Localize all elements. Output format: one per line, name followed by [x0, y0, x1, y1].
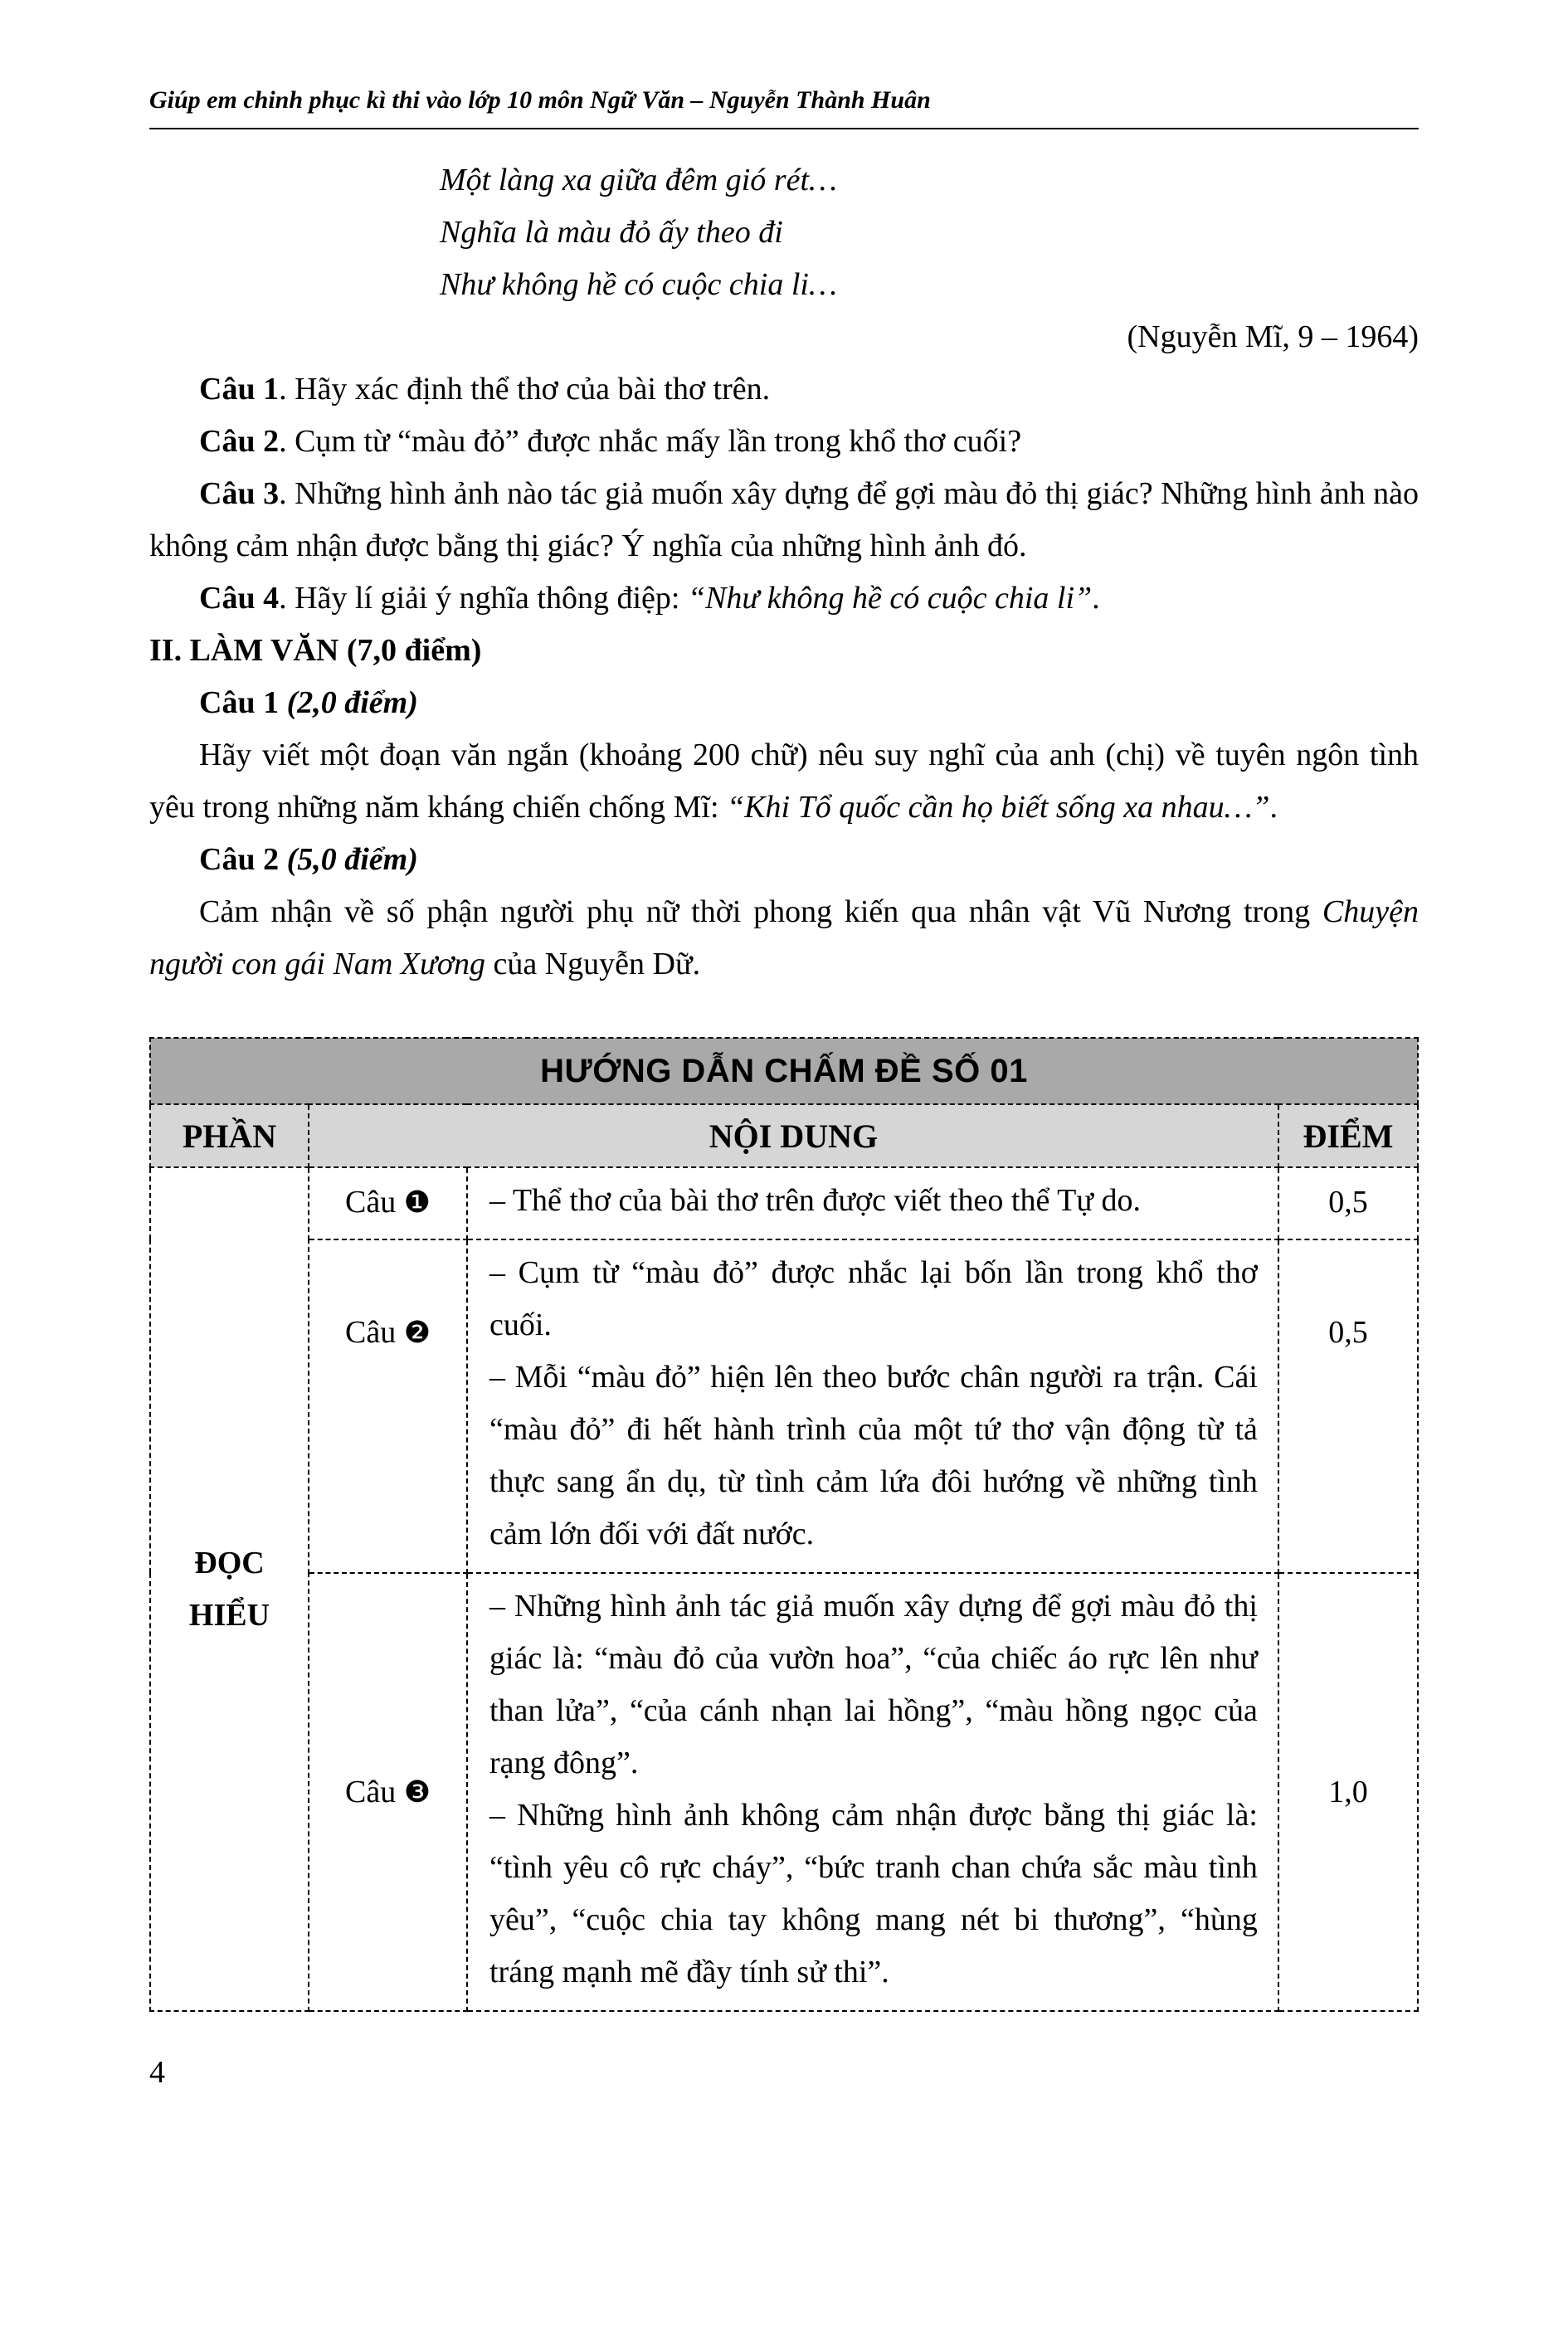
question-cell-2	[309, 1239, 467, 1573]
rubric-title: HƯỚNG DẪN CHẤM ĐỀ SỐ 01	[150, 1038, 1418, 1104]
circled-one-icon: ❶	[403, 1186, 431, 1220]
document-header	[149, 83, 1419, 129]
question-4-label: Câu 4	[199, 581, 280, 616]
header-title: Giúp em chinh phục kì thi vào lớp 10 môn Ngữ Văn – Nguyễn Thành Huân	[149, 86, 931, 114]
poem-line-1: Một làng xa giữa đêm gió rét…	[440, 163, 837, 197]
writing-q1-body-period: .	[1269, 790, 1278, 825]
writing-section-heading-text: II. LÀM VĂN (7,0 điểm)	[149, 633, 482, 668]
writing-q2-body-end: của Nguyễn Dữ.	[485, 947, 701, 981]
column-header-part: PHẦN	[150, 1104, 309, 1167]
writing-q1-label: Câu 1	[199, 685, 287, 720]
answer-2-paragraph-2: – Mỗi “màu đỏ” hiện lên theo bước chân người ra trận. Cái “màu đỏ” đi hết hành trình của một tứ thơ vận động từ tả thực sang ẩn dụ, từ tình cảm lứa đôi hướng về những tình cảm lớn đối với đất nước.	[489, 1360, 1258, 1551]
question-1-text: . Hãy xác định thể thơ của bài thơ trên.	[279, 372, 771, 407]
writing-section-heading	[149, 625, 1419, 677]
page-number: 4	[149, 2055, 165, 2090]
question-cell-2-label: Câu	[345, 1315, 404, 1350]
writing-question-2-body	[149, 886, 1419, 991]
circled-two-icon: ❷	[403, 1316, 431, 1350]
rubric-row-2	[150, 1239, 1418, 1573]
grading-rubric-table	[149, 1037, 1419, 2012]
rubric-title-row	[150, 1038, 1418, 1104]
rubric-header-row	[150, 1104, 1418, 1167]
rubric-row-3	[150, 1573, 1418, 2011]
reading-question-4	[149, 572, 1419, 625]
question-2-label: Câu 2	[199, 424, 280, 459]
question-4-quote: “Như không hề có cuộc chia li”	[687, 581, 1093, 616]
answer-cell-1	[467, 1167, 1278, 1239]
reading-question-3	[149, 468, 1419, 572]
writing-q1-body-text: Hãy viết một đoạn văn ngắn (khoảng 200 chữ) nêu suy nghĩ của anh (chị) về tuyên ngôn tình yêu trong những năm kháng chiến chống Mĩ:	[149, 738, 1419, 825]
answer-cell-2	[467, 1239, 1278, 1573]
question-3-text: . Những hình ảnh nào tác giả muốn xây dựng để gợi màu đỏ thị giác? Những hình ảnh nào không cảm nhận được bằng thị giác? Ý nghĩa của những hình ảnh đó.	[149, 476, 1419, 563]
poem-block	[440, 154, 1419, 311]
points-cell-3: 1,0	[1278, 1573, 1418, 2011]
reading-question-2	[149, 416, 1419, 468]
section-label-reading: ĐỌC HIỂU	[150, 1167, 309, 2011]
writing-q2-points: (5,0 điểm)	[286, 842, 418, 877]
points-cell-1: 0,5	[1278, 1167, 1418, 1239]
column-header-points: ĐIỂM	[1278, 1104, 1418, 1167]
points-cell-2: 0,5	[1278, 1239, 1418, 1573]
question-cell-1-label: Câu	[345, 1185, 404, 1220]
answer-3-paragraph-2: – Những hình ảnh không cảm nhận được bằng thị giác là: “tình yêu cô rực cháy”, “bức tranh chan chứa sắc màu tình yêu”, “cuộc chia tay không mang nét bi thương”, “hùng tráng mạnh mẽ đầy tính sử thi”.	[489, 1798, 1258, 1989]
poem-line-2: Nghĩa là màu đỏ ấy theo đi	[440, 215, 783, 250]
writing-q2-label: Câu 2	[199, 842, 287, 877]
writing-question-1-heading	[149, 677, 1419, 729]
writing-question-2-heading	[149, 834, 1419, 886]
document-page	[149, 83, 1419, 2099]
poem-attribution: (Nguyễn Mĩ, 9 – 1964)	[1127, 319, 1419, 354]
answer-2-paragraph-1: – Cụm từ “màu đỏ” được nhắc lại bốn lần trong khổ thơ cuối.	[489, 1255, 1258, 1342]
question-2-text: . Cụm từ “màu đỏ” được nhắc mấy lần trong khổ thơ cuối?	[279, 424, 1022, 459]
reading-question-1	[149, 363, 1419, 416]
question-cell-3	[309, 1573, 467, 2011]
answer-cell-3	[467, 1573, 1278, 2011]
question-cell-3-label: Câu	[345, 1774, 404, 1809]
poem-line-3: Như không hề có cuộc chia li…	[440, 267, 837, 302]
writing-question-1-body	[149, 729, 1419, 834]
question-3-label: Câu 3	[199, 476, 280, 511]
writing-q1-body-quote: “Khi Tổ quốc cần họ biết sống xa nhau…”	[727, 790, 1270, 825]
rubric-row-1	[150, 1167, 1418, 1239]
question-cell-1	[309, 1167, 467, 1239]
answer-1-paragraph-1: – Thể thơ của bài thơ trên được viết theo thể Tự do.	[489, 1183, 1141, 1218]
writing-q2-body-text: Cảm nhận về số phận người phụ nữ thời phong kiến qua nhân vật Vũ Nương trong	[199, 894, 1322, 929]
question-4-period: .	[1092, 581, 1100, 616]
question-4-text: . Hãy lí giải ý nghĩa thông điệp:	[279, 581, 688, 616]
question-1-label: Câu 1	[199, 372, 280, 407]
writing-q2-work-title: Chuyện người con gái Nam Xương	[149, 894, 1419, 981]
circled-three-icon: ❸	[403, 1775, 431, 1809]
writing-q1-points: (2,0 điểm)	[286, 685, 418, 720]
column-header-content: NỘI DUNG	[309, 1104, 1278, 1167]
answer-3-paragraph-1: – Những hình ảnh tác giả muốn xây dựng để gợi màu đỏ thị giác là: “màu đỏ của vườn hoa”, “của chiếc áo rực lên như than lửa”, “của cánh nhạn lai hồng”, “màu hồng ngọc của rạng đông”.	[489, 1589, 1258, 1780]
